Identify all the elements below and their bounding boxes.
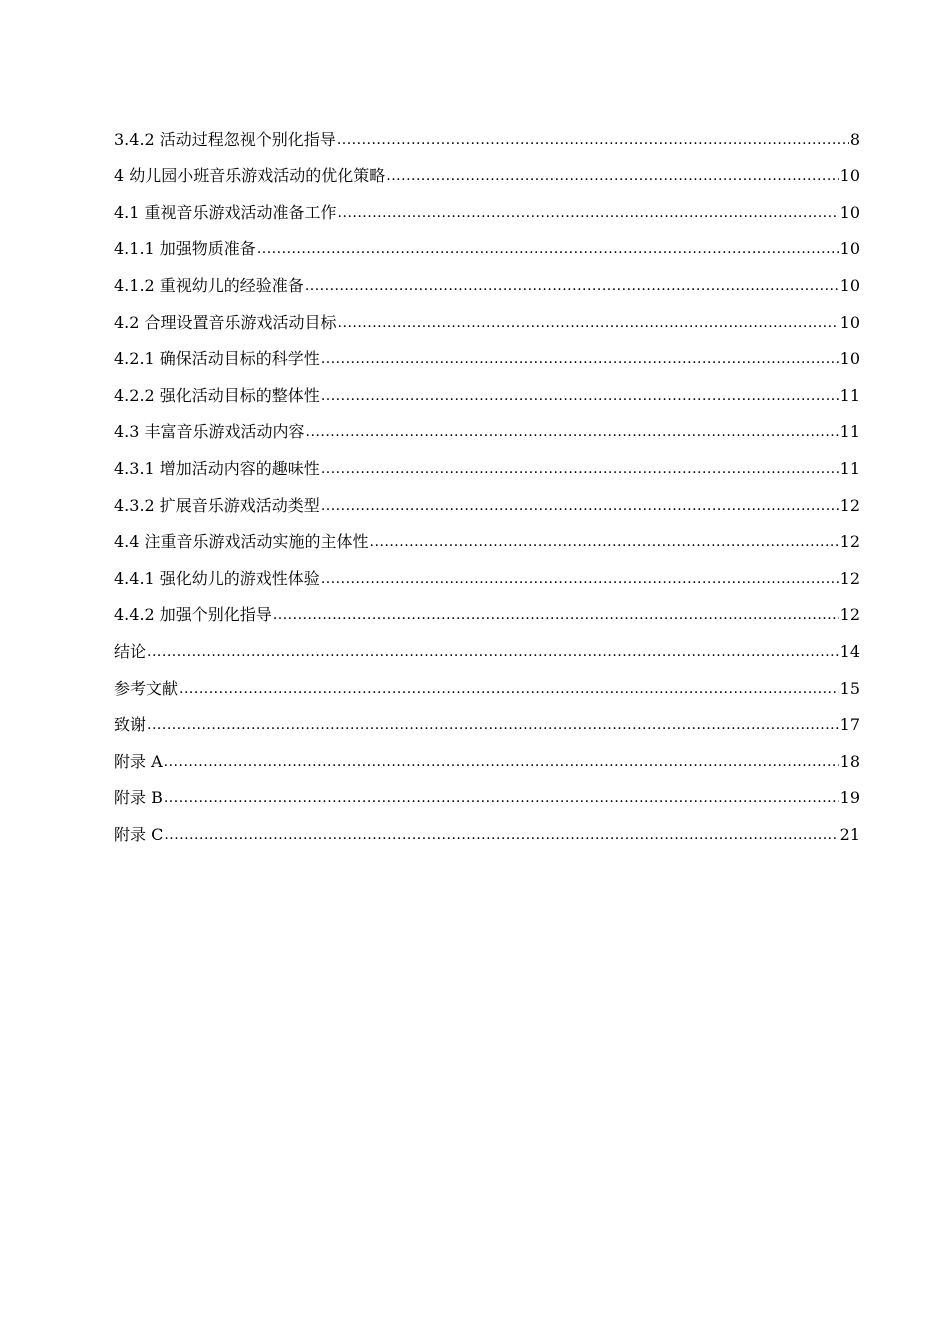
toc-entry-page: 21 [839,824,860,844]
toc-entry-title: 4.3 丰富音乐游戏活动内容 [114,422,305,442]
toc-dot-leader [321,349,839,369]
toc-entry-page: 14 [839,641,860,661]
toc-entry[interactable] [114,296,860,333]
toc-entry-title: 4.2 合理设置音乐游戏活动目标 [114,312,337,332]
toc-entry[interactable] [114,259,860,296]
toc-entry-page: 12 [839,495,860,515]
toc-dot-leader [321,569,839,589]
toc-entry-title: 4.4 注重音乐游戏活动实施的主体性 [114,532,369,552]
toc-entry-title: 4 幼儿园小班音乐游戏活动的优化策略 [114,166,386,186]
toc-entry[interactable] [114,589,860,626]
toc-entry-title: 4.4.1 强化幼儿的游戏性体验 [114,568,320,588]
toc-entry[interactable] [114,772,860,809]
toc-entry-page: 15 [839,678,860,698]
toc-entry-page: 12 [839,532,860,552]
toc-dot-leader [321,496,839,516]
toc-dot-leader [164,788,839,808]
toc-entry-title: 附录 B [114,788,163,808]
toc-entry-page: 10 [839,202,860,222]
toc-dot-leader [321,459,839,479]
toc-entry[interactable] [114,699,860,736]
toc-entry-title: 致谢 [114,715,147,735]
toc-dot-leader [370,532,839,552]
toc-dot-leader [321,386,839,406]
toc-entry[interactable] [114,369,860,406]
toc-entry-page: 10 [839,275,860,295]
toc-entry-title: 结论 [114,641,147,661]
toc-dot-leader [305,276,839,296]
toc-dot-leader [306,422,839,442]
toc-dot-leader [257,239,839,259]
toc-entry-page: 17 [839,715,860,735]
toc-dot-leader [273,605,839,625]
toc-dot-leader [179,679,839,699]
toc-entry-title: 4.2.1 确保活动目标的科学性 [114,349,320,369]
toc-entry-page: 19 [839,788,860,808]
toc-entry[interactable] [114,333,860,370]
toc-dot-leader [164,752,839,772]
toc-entry-page: 10 [839,312,860,332]
toc-dot-leader [164,825,838,845]
toc-entry-page: 10 [839,166,860,186]
toc-dot-leader [338,203,839,223]
toc-entry[interactable] [114,186,860,223]
toc-entry-title: 参考文献 [114,678,179,698]
toc-entry-page: 11 [839,385,860,405]
toc-entry-page: 8 [849,129,860,149]
toc-entry-title: 3.4.2 活动过程忽视个别化指导 [114,129,336,149]
toc-dot-leader [147,715,839,735]
toc-entry[interactable] [114,735,860,772]
toc-entry[interactable] [114,223,860,260]
toc-entry-page: 10 [839,239,860,259]
toc-entry[interactable] [114,479,860,516]
toc-entry[interactable] [114,662,860,699]
toc-entry-title: 4.2.2 强化活动目标的整体性 [114,385,320,405]
toc-dot-leader [386,166,838,186]
toc-entry-title: 4.1.1 加强物质准备 [114,239,256,259]
toc-dot-leader [338,313,839,333]
toc-entry-title: 4.3.2 扩展音乐游戏活动类型 [114,495,320,515]
toc-entry-title: 4.1 重视音乐游戏活动准备工作 [114,202,337,222]
toc-entry[interactable] [114,442,860,479]
toc-entry-page: 18 [839,751,860,771]
toc-entry-page: 11 [839,458,860,478]
toc-entry-title: 附录 A [114,751,163,771]
toc-entry-page: 11 [839,422,860,442]
toc-entry-title: 4.3.1 增加活动内容的趣味性 [114,458,320,478]
toc-entry[interactable] [114,808,860,845]
toc-entry[interactable] [114,552,860,589]
toc-entry[interactable] [114,113,860,150]
toc-entry[interactable] [114,406,860,443]
toc-entry[interactable] [114,516,860,553]
table-of-contents [114,113,860,845]
toc-entry[interactable] [114,625,860,662]
toc-dot-leader [337,130,849,150]
toc-entry-page: 12 [839,568,860,588]
toc-entry-page: 10 [839,349,860,369]
toc-entry-title: 附录 C [114,824,164,844]
toc-entry-page: 12 [839,605,860,625]
toc-entry-title: 4.4.2 加强个别化指导 [114,605,272,625]
toc-entry-title: 4.1.2 重视幼儿的经验准备 [114,275,304,295]
toc-entry[interactable] [114,150,860,187]
toc-dot-leader [147,642,839,662]
